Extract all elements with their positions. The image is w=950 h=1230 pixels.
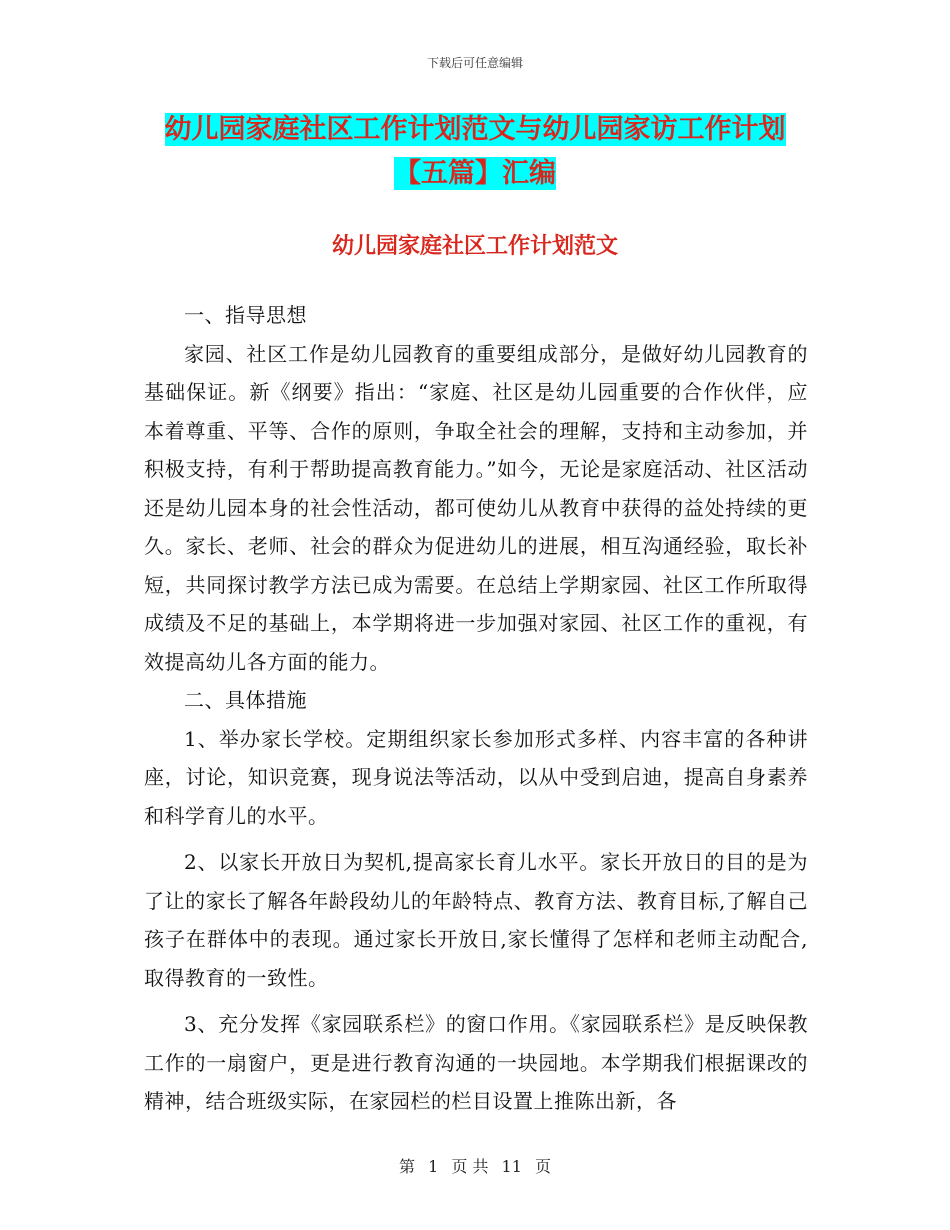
- paragraph-measure-1: 1、举办家长学校。定期组织家长参加形式多样、内容丰富的各种讲座，讨论，知识竞赛，现身说法等活动，以从中受到启迪，提高自身素养和科学育儿的水平。: [144, 726, 808, 828]
- footer-page-number: 1: [428, 1157, 439, 1176]
- document-title-text-2: 【五篇】汇编: [394, 158, 556, 189]
- section-title: 幼儿园家庭社区工作计划范文: [331, 234, 618, 259]
- document-title-line-1: [0, 112, 950, 148]
- document-title-line-2: [0, 156, 950, 192]
- document-title-text-1: 幼儿园家庭社区工作计划范文与幼儿园家访工作计划: [164, 114, 786, 145]
- heading-guiding-thought: 一、指导思想: [184, 303, 307, 327]
- page-footer: [0, 1154, 950, 1177]
- paragraph-guiding-thought: 家园、社区工作是幼儿园教育的重要组成部分，是做好幼儿园教育的基础保证。新《纲要》指出：“家庭、社区是幼儿园重要的合作伙伴，应本着尊重、平等、合作的原则，争取全社会的理解，支持和主动参加，并积极支持，有利于帮助提高教育能力。”如今，无论是家庭活动、社区活动还是幼儿园本身的社会性活动，都可使幼儿从教育中获得的益处持续的更久。家长、老师、社会的群众为促进幼儿的进展，相互沟通经验，取长补短，共同探讨教学方法已成为需要。在总结上学期家园、社区工作所取得成绩及不足的基础上，本学期将进一步加强对家园、社区工作的重视，有效提高幼儿各方面的能力。: [144, 341, 808, 674]
- footer-total-pages: 11: [501, 1157, 522, 1176]
- footer-suffix: 页: [535, 1157, 552, 1176]
- paragraph-measure-3: 3、充分发挥《家园联系栏》的窗口作用。《家园联系栏》是反映保教工作的一扇窗户，更是进行教育沟通的一块园地。本学期我们根据课改的精神，结合班级实际，在家园栏的栏目设置上推陈出新，各: [144, 1012, 808, 1113]
- document-body: [144, 296, 808, 1121]
- footer-mid: 页 共: [451, 1157, 489, 1176]
- paragraph-measure-2: 2、以家长开放日为契机,提高家长育儿水平。家长开放日的目的是为了让的家长了解各年龄段幼儿的年龄特点、教育方法、教育目标,了解自己孩子在群体中的表现。通过家长开放日,家长懂得了怎样和老师主动配合,取得教育的一致性。: [144, 850, 808, 990]
- header-note: 下载后可任意编辑: [426, 56, 523, 70]
- footer-prefix: 第: [398, 1157, 415, 1176]
- heading-measures: 二、具体措施: [184, 688, 307, 712]
